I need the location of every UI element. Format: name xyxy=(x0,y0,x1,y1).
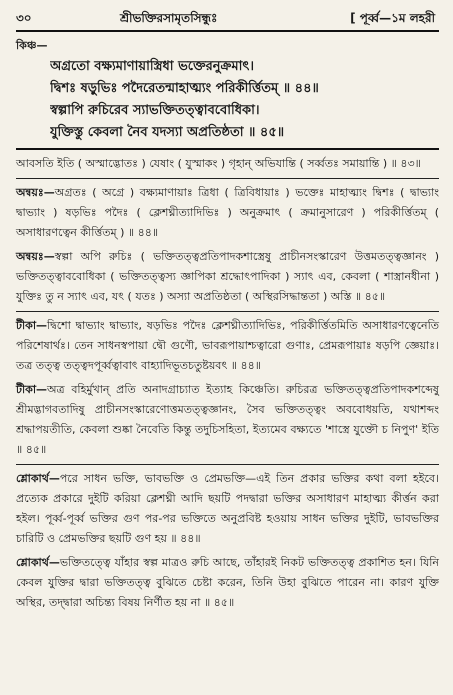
paragraph-text: দ্বিশো দ্বাভ্যাং দ্বাভ্যাং, ষড়ভিঃ পদৈঃ ক্লেশঘ্নীত্যাদিভিঃ, পরিকীর্ত্তিতমিতি অসাধারণত্বেনেতি পরিশেষার্থঃ। তেন সাধনস্বপায়া দ্বৌ গুণৌ, ভাবরূপায়াশ্চত্বারো গুণাঃ, প্রেমরূপায়াঃ ষড়পি জ্ঞেয়াঃ। তত্র তত্ত্ব তত্ত্বদপূর্ব্বত্বাবাৎ বাহ্যাদিভূতচতুষ্টয়বৎ ॥ ৪৪॥ xyxy=(16,319,439,372)
anvaya-paragraph-44 xyxy=(16,183,439,243)
paragraph-text: ভক্তিতত্ত্বে যাঁহার স্বল্প মাত্রও রুচি আছে, তাঁহারই নিকট ভক্তিতত্ত্ব প্রকাশিত হন। যিনি কেবল যুক্তির দ্বারা ভক্তিতত্ত্ব বুঝিতে চেষ্টা করেন, তিনি উহা বুঝিতে পারেন না। কারণ যুক্তি অস্থির, তদ্দ্বারা অচিন্ত্য বিষয় নির্ণীত হয় না ॥ ৪৫॥ xyxy=(16,556,439,609)
paragraph-text: অত্র বহির্মুখান্ প্রতি অনাদগ্রাচ্যাত ইত্যাহ কিঞ্চেতি। রুচিরত্র ভক্তিতত্ত্বপ্রতিপাদকশব্দেষু শ্রীমদ্ভাগবতাদিষু প্রাচীনসংস্কারেণোত্তমতত্ত্বজ্ঞানং, সৈব ভক্তিতত্ত্বং অববোধয়তি, যথাশব্দং শ্রদ্ধাপয়তীতি, কেবলা শুষ্কা নৈবেতি কিন্তু তদুচিসহিতা, ইত্যমেব বক্ষ্যতে 'শাস্ত্রে যুক্তৌ চ নিপুণ' ইতি ॥ ৪৫॥ xyxy=(16,383,439,456)
header-rule xyxy=(16,30,439,32)
paragraph-label: টীকা— xyxy=(16,383,48,396)
section-rule xyxy=(16,464,439,465)
commentary-paragraph xyxy=(16,154,439,174)
shlokartha-paragraph-45 xyxy=(16,553,439,613)
verse-line-1: অগ্রতো বক্ষ্যমাণায়াস্ত্রিধা ভক্তেরনুক্রমাৎ। xyxy=(50,59,255,74)
paragraph-text: আবসতি ইতি ( অস্মাদ্ভোতঃ ) যেষাং ( যুস্মাকং ) গৃহান্ অভিযান্তি ( সর্ব্বতঃ সমায়ান্তি ) ॥ ৪৩॥ xyxy=(16,157,421,170)
page-header xyxy=(16,6,439,30)
section-rule xyxy=(16,178,439,179)
verse-line-4: যুক্তিস্তু কেবলা নৈব যদস্যা অপ্রতিষ্ঠতা ॥ ৪৫॥ xyxy=(50,125,285,140)
paragraph-label: শ্লোকার্থ— xyxy=(16,472,60,485)
paragraph-label: টীকা— xyxy=(16,319,48,332)
book-page xyxy=(16,6,439,617)
anvaya-paragraph-45 xyxy=(16,247,439,307)
verse-block xyxy=(50,56,439,144)
paragraph-text: স্বল্পা অপি রুচিঃ ( ভক্তিতত্ত্বপ্রতিপাদকশাস্ত্রেষু প্রাচীনসংস্কারেণ উত্তমতত্ত্বজ্ঞানং ) ভক্তিতত্ত্বাববোধিকা ( ভক্তিতত্ত্বস্য জ্ঞাপিকা শ্রদ্ধোৎপাদিকা ) স্যাৎ এব, কেবলা ( শাস্ত্রানধীনা ) যুক্তিঃ তু ন স্যাৎ এব, যৎ ( যতঃ ) অস্যা অপ্রতিষ্ঠতা ( অস্থিরসিদ্ধান্ততা ) অস্তি ॥ ৪৫॥ xyxy=(16,250,439,303)
tika-paragraph-45 xyxy=(16,380,439,460)
paragraph-text: অগ্রতঃ ( অগ্রে ) বক্ষ্যমাণায়াঃ ত্রিধা ( ত্রিবিধায়াঃ ) ভক্তেঃ মাহাত্ম্যং দ্বিশঃ ( দ্বাভ্যাং দ্বাভ্যাং ) ষড়ভিঃ পদৈঃ ( ক্লেশঘ্নীত্যাদিভিঃ ) অনুক্রমাৎ ( ক্রমানুসারেণ ) পরিকীর্ত্তিতম্ ( অসাধারণত্বেন কীর্ত্তিতম্ ) ॥ ৪৪॥ xyxy=(16,186,439,239)
section-rule xyxy=(16,311,439,312)
paragraph-label: অন্বয়ঃ— xyxy=(16,186,55,199)
book-title: শ্রীভক্তিরসামৃতসিন্ধুঃ xyxy=(120,11,218,25)
shlokartha-paragraph-44 xyxy=(16,469,439,549)
paragraph-label: শ্লোকার্থ— xyxy=(16,556,60,569)
tika-paragraph-44 xyxy=(16,316,439,376)
page-number: ৩০ xyxy=(16,11,32,25)
verse-line-2: দ্বিশঃ ষড়ুভিঃ পদৈরেতন্মাহাত্ম্যং পরিকীর্ত্তিতম্ ॥ ৪৪॥ xyxy=(50,81,319,96)
paragraph-label: অন্বয়ঃ— xyxy=(16,250,55,263)
chapter-heading: [ পূর্ব্ব—১ম লহরী xyxy=(350,11,435,25)
verse-rule xyxy=(16,148,439,150)
intro-word: কিঞ্চ— xyxy=(16,39,48,52)
verse-line-3: স্বল্পাপি রুচিরেব স্যাভক্তিতত্ত্বাববোধিকা। xyxy=(50,103,260,118)
paragraph-text: পরে সাধন ভক্তি, ভাবভক্তি ও প্রেমভক্তি—এই তিন প্রকার ভক্তির কথা বলা হইবে। প্রত্যেক প্রকারে দুইটি করিয়া ক্লেশঘ্নী আদি ছয়টি পদদ্বারা ভক্তির অসাধারণ মাহাত্ম্য কীর্ত্তন করা হইল। পূর্ব্ব-পূর্ব্ব ভক্তির গুণ পর-পর ভক্তিতে অনুপ্রবিষ্ট হওয়ায় সাধন ভক্তির দুইটি, ভাবভক্তির চারিটি ও প্রেমভক্তির ছয়টি গুণ হয় ॥ ৪৪॥ xyxy=(16,472,439,545)
